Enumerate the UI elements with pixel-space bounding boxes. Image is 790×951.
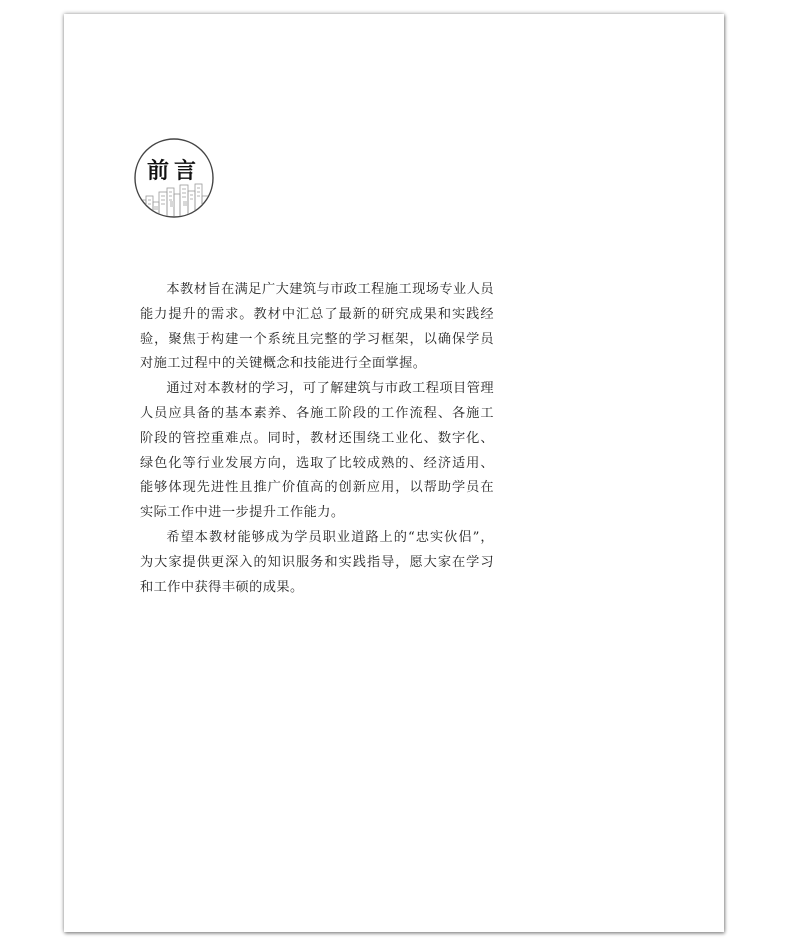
preface-badge [134,138,214,218]
paragraph: 希望本教材能够成为学员职业道路上的“忠实伙侣”，为大家提供更深入的知识服务和实践指导，愿大家在学习和工作中获得丰硕的成果。 [140,529,494,595]
page-title: 前言 [146,159,201,184]
preface-body [140,278,494,600]
paragraph: 通过对本教材的学习，可了解建筑与市政工程项目管理人员应具备的基本素养、各施工阶段的工作流程、各施工阶段的管控重难点。同时，教材还围绕工业化、数字化、绿色化等行业发展方向，选取了比较成熟的、经济适用、能够体现先进性且推广价值高的创新应用，以帮助学员在实际工作中进一步提升工作能力。 [140,381,494,521]
paragraph: 本教材旨在满足广大建筑与市政工程施工现场专业人员能力提升的需求。教材中汇总了最新的研究成果和实践经验，聚焦于构建一个系统且完整的学习框架，以确保学员对施工过程中的关键概念和技能进行全面掌握。 [140,282,494,372]
document-page [64,14,724,932]
